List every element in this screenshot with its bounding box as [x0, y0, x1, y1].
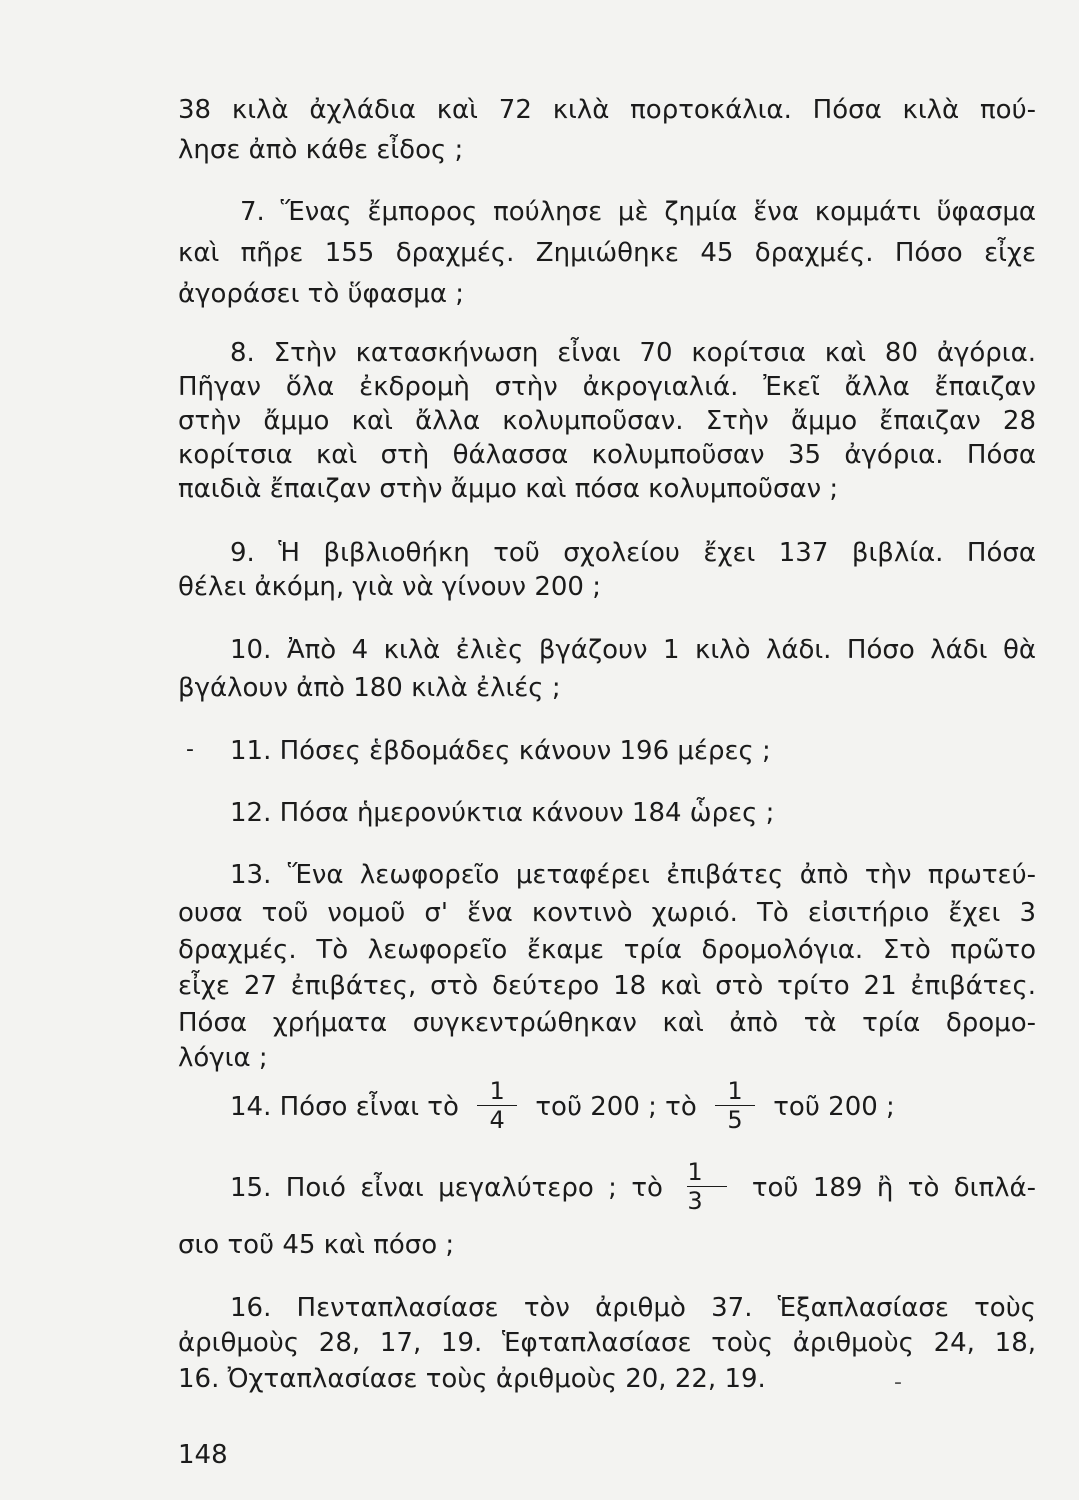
margin-mark: -	[894, 1370, 902, 1395]
fraction-denominator: 5	[727, 1106, 743, 1134]
text-line: σιο τοῦ 45 καὶ πόσο ;	[178, 1230, 455, 1260]
text-line: 9. Ἡ βιβλιοθήκη τοῦ σχολείου ἔχει 137 βιβλία. Πόσα	[230, 538, 1036, 568]
text-segment: τοῦ 200 ;	[773, 1092, 895, 1122]
margin-dash: -	[186, 737, 194, 762]
text-line: ἀγοράσει τὸ ὕφασμα ;	[178, 279, 465, 309]
fraction-denominator: 3	[687, 1187, 703, 1215]
text-segment: 15. Ποιό εἶναι μεγαλύτερο ; τὸ	[230, 1173, 663, 1203]
fraction-numerator: 1	[727, 1077, 743, 1105]
problem-14-line	[230, 1076, 895, 1138]
text-line: δραχμές. Τὸ λεωφορεῖο ἔκαμε τρία δρομολόγια. Στὸ πρῶτο	[178, 935, 1036, 965]
fraction-denominator: 4	[489, 1106, 505, 1134]
text-line: 38 κιλὰ ἀχλάδια καὶ 72 κιλὰ πορτοκάλια. Πόσα κιλὰ πού-	[178, 95, 1036, 125]
text-line: λόγια ;	[178, 1043, 268, 1073]
text-line: εἶχε 27 ἐπιβάτες, στὸ δεύτερο 18 καὶ στὸ τρίτο 21 ἐπιβάτες.	[178, 971, 1036, 1001]
text-line: καὶ πῆρε 155 δραχμές. Ζημιώθηκε 45 δραχμές. Πόσο εἶχε	[178, 238, 1036, 268]
text-segment: τοῦ 189 ἢ τὸ διπλά-	[751, 1173, 1037, 1203]
text-line: 13. Ἕνα λεωφορεῖο μεταφέρει ἐπιβάτες ἀπὸ τὴν πρωτεύ-	[230, 860, 1036, 890]
text-line: Πόσα χρήματα συγκεντρώθηκαν καὶ ἀπὸ τὰ τρία δρομο-	[178, 1008, 1036, 1038]
fraction-numerator: 1	[489, 1077, 505, 1105]
text-segment: τοῦ 200 ; τὸ	[535, 1092, 697, 1122]
fraction-one-fifth	[715, 1078, 755, 1133]
text-line: 16. Ὀχταπλασίασε τοὺς ἀριθμοὺς 20, 22, 19.	[178, 1364, 766, 1394]
page-number: 148	[178, 1440, 228, 1470]
text-line: 7. Ἕνας ἔμπορος πούλησε μὲ ζημία ἕνα κομμάτι ὕφασμα	[240, 197, 1036, 227]
text-line: 10. Ἀπὸ 4 κιλὰ ἐλιὲς βγάζουν 1 κιλὸ λάδι. Πόσο λάδι θὰ	[230, 635, 1036, 665]
text-line: ουσα τοῦ νομοῦ σ' ἕνα κοντινὸ χωριό. Τὸ εἰσιτήριο ἔχει 3	[178, 898, 1036, 928]
fraction-numerator: 1	[687, 1158, 703, 1186]
problem-15-line	[230, 1157, 1036, 1219]
text-line: λησε ἀπὸ κάθε εἶδος ;	[178, 135, 464, 165]
text-line: 11. Πόσες ἑβδομάδες κάνουν 196 μέρες ;	[230, 736, 771, 766]
text-line: κορίτσια καὶ στὴ θάλασσα κολυμποῦσαν 35 ἀγόρια. Πόσα	[178, 440, 1036, 470]
fraction-one-quarter	[477, 1078, 517, 1133]
text-segment: 14. Πόσο εἶναι τὸ	[230, 1092, 459, 1122]
text-line: 8. Στὴν κατασκήνωση εἶναι 70 κορίτσια καὶ 80 ἀγόρια.	[230, 338, 1036, 368]
text-line: Πῆγαν ὅλα ἐκδρομὴ στὴν ἀκρογιαλιά. Ἐκεῖ ἄλλα ἔπαιζαν	[178, 372, 1036, 402]
text-line: θέλει ἀκόμη, γιὰ νὰ γίνουν 200 ;	[178, 572, 601, 602]
text-line: στὴν ἄμμο καὶ ἄλλα κολυμποῦσαν. Στὴν ἄμμο ἔπαιζαν 28	[178, 406, 1036, 436]
text-line: βγάλουν ἀπὸ 180 κιλὰ ἐλιές ;	[178, 673, 561, 703]
text-line: 12. Πόσα ἡμερονύκτια κάνουν 184 ὧρες ;	[230, 798, 775, 828]
fraction-one-third	[687, 1159, 727, 1214]
text-line: 16. Πενταπλασίασε τὸν ἀριθμὸ 37. Ἑξαπλασίασε τοὺς	[230, 1293, 1036, 1323]
text-line: ἀριθμοὺς 28, 17, 19. Ἑφταπλασίασε τοὺς ἀριθμοὺς 24, 18,	[178, 1328, 1036, 1358]
text-line: παιδιὰ ἔπαιζαν στὴν ἄμμο καὶ πόσα κολυμποῦσαν ;	[178, 474, 839, 504]
